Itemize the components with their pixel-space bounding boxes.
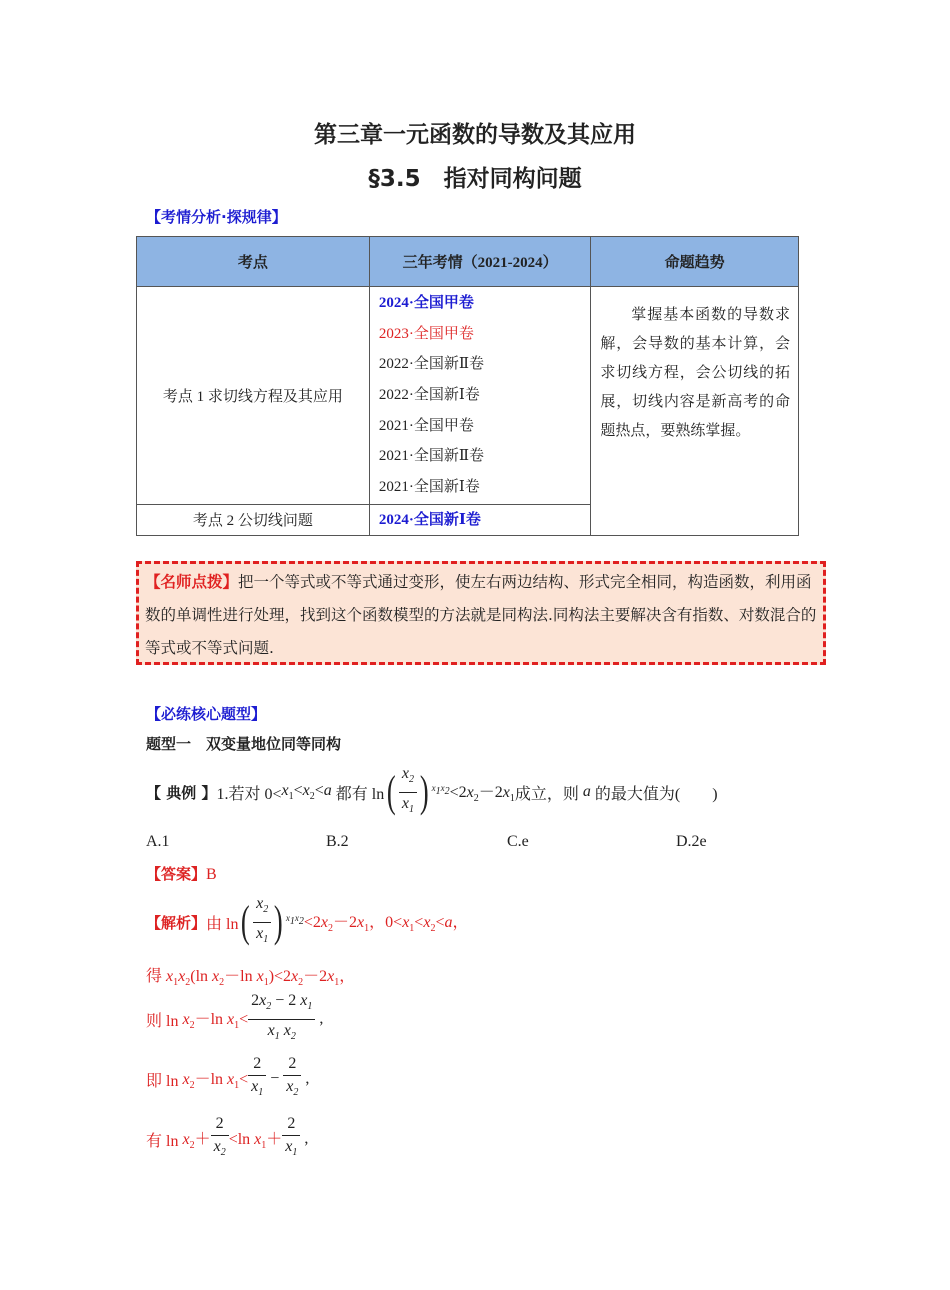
core-heading: 【必练核心题型】 <box>146 705 267 723</box>
col-header-years: 三年考情（2021-2024） <box>369 237 591 287</box>
example-text-3: 成立，则 <box>514 785 579 803</box>
year-item: 2023·全国甲卷 <box>378 325 474 342</box>
option-c: C.e <box>507 833 529 850</box>
col-header-topic: 考点 <box>137 237 370 287</box>
trend-text: 掌握基本函数的导数求解，会导数的基本计算，会求切线方程，会公切线的拓展，切线内容是新高考的命题热点，要熟练掌握。 <box>600 307 790 439</box>
fraction-2-x2: $\frac{2}{x_2}$ <box>283 1053 301 1104</box>
solution-line-3: 则 ln $x_2-\ln$ $x_1<$ $\frac{2x_2 - 2 x_1}{x_1 x_2}$ , <box>146 993 323 1045</box>
example-problem: 【 典例 】 1.若对 0< $x_1<x_2<a$ 都有 ln ( $\frac{x_2}{x_1}$ ) $x_1x_2$ $<2x_2-2x_1$ 成立，则 a 的最大值为( ) <box>146 762 718 822</box>
analysis-heading: 【考情分析·探规律】 <box>146 208 287 226</box>
chapter-title: 第三章一元函数的导数及其应用 <box>314 122 636 148</box>
example-ineq: $x_1<x_2<a$ <box>281 781 332 803</box>
col-header-trend: 命题趋势 <box>591 237 799 287</box>
year-item: 2021·全国新Ⅱ卷 <box>378 448 485 465</box>
fraction-expr: $\frac{2x_2 - 2 x_1}{x_1 x_2}$ <box>248 990 315 1047</box>
solution-line-1: 【解析】 由 ln ( $\frac{x_2}{x_1}$ ) $x_1x_2$ $<2x_2-2x_1$，$0<x_1<x_2<a$， <box>146 892 468 952</box>
year-item: 2022·全国新Ⅰ卷 <box>378 387 480 404</box>
fraction-x2-x1: $\frac{x_2}{x_1}$ <box>399 763 417 820</box>
trend-cell <box>591 287 799 536</box>
solution-label: 【解析】 <box>146 913 207 932</box>
section-title: §3.5 指对同构问题 <box>368 166 582 192</box>
year-item: 2024·全国新Ⅰ卷 <box>378 511 481 528</box>
fraction-x2-x1: $\frac{x_2}{x_1}$ <box>253 893 271 950</box>
fraction-2-x2: $\frac{2}{x_2}$ <box>211 1113 229 1164</box>
option-a: A.1 <box>146 833 170 850</box>
solution-line-2: 得 $x_1x_2(\ln$ $x_2-\ln$ $x_1)<2x_2-2x_1$， <box>146 968 356 989</box>
year-item: 2022·全国新Ⅱ卷 <box>378 356 485 373</box>
answer-value: B <box>206 866 217 883</box>
year-item: 2021·全国新Ⅰ卷 <box>378 479 480 496</box>
solution-text: 得 <box>146 968 163 985</box>
example-label: 【 典例 】 <box>146 783 217 802</box>
solution-text: 即 ln <box>146 1072 179 1090</box>
teacher-tip-box <box>136 561 826 665</box>
year-item: 2024·全国甲卷 <box>378 295 474 311</box>
topic-cell: 考点 1 求切线方程及其应用 <box>137 287 370 505</box>
example-text-1: 1.若对 0< <box>216 785 282 803</box>
example-rhs: $<2x_2-2x_1$ <box>449 784 515 805</box>
solution-line-5: 有 ln $x_2+$ $\frac{2}{x_2}$ <ln $x_1+$ $\frac{2}{x_1}$ , <box>146 1113 308 1165</box>
option-d: D.2e <box>676 833 707 850</box>
exam-analysis-table <box>136 236 799 536</box>
years-cell <box>369 287 591 505</box>
solution-text: 则 ln <box>146 1012 179 1030</box>
example-text-4: 的最大值为( ) <box>594 785 718 803</box>
year-item: 2021·全国甲卷 <box>378 417 474 434</box>
option-b: B.2 <box>326 833 349 850</box>
fraction-2-x1: $\frac{2}{x_1}$ <box>248 1053 266 1104</box>
answer-label: 【答案】 <box>146 865 207 883</box>
solution-text: 由 ln <box>206 915 239 933</box>
solution-line-4: 即 ln $x_2-\ln$ $x_1<$ $\frac{2}{x_1}$ − $\frac{2}{x_2}$ , <box>146 1053 309 1105</box>
question-type-title: 题型一 双变量地位同等同构 <box>146 735 342 753</box>
years-cell <box>369 504 591 535</box>
tip-text: 把一个等式或不等式通过变形，使左右两边结构、形式完全相同，构造函数，利用函数的单调性进行处理，找到这个函数模型的方法就是同构法.同构法主要解决含有指数、对数混合的等式或不等式问题. <box>145 573 817 657</box>
topic-cell: 考点 2 公切线问题 <box>137 504 370 535</box>
answer-line <box>146 863 217 884</box>
example-text-2: 都有 ln <box>335 785 385 803</box>
tip-label: 【名师点拨】 <box>145 573 239 591</box>
solution-text: 有 ln <box>146 1132 179 1150</box>
fraction-2-x1: $\frac{2}{x_1}$ <box>282 1113 300 1164</box>
